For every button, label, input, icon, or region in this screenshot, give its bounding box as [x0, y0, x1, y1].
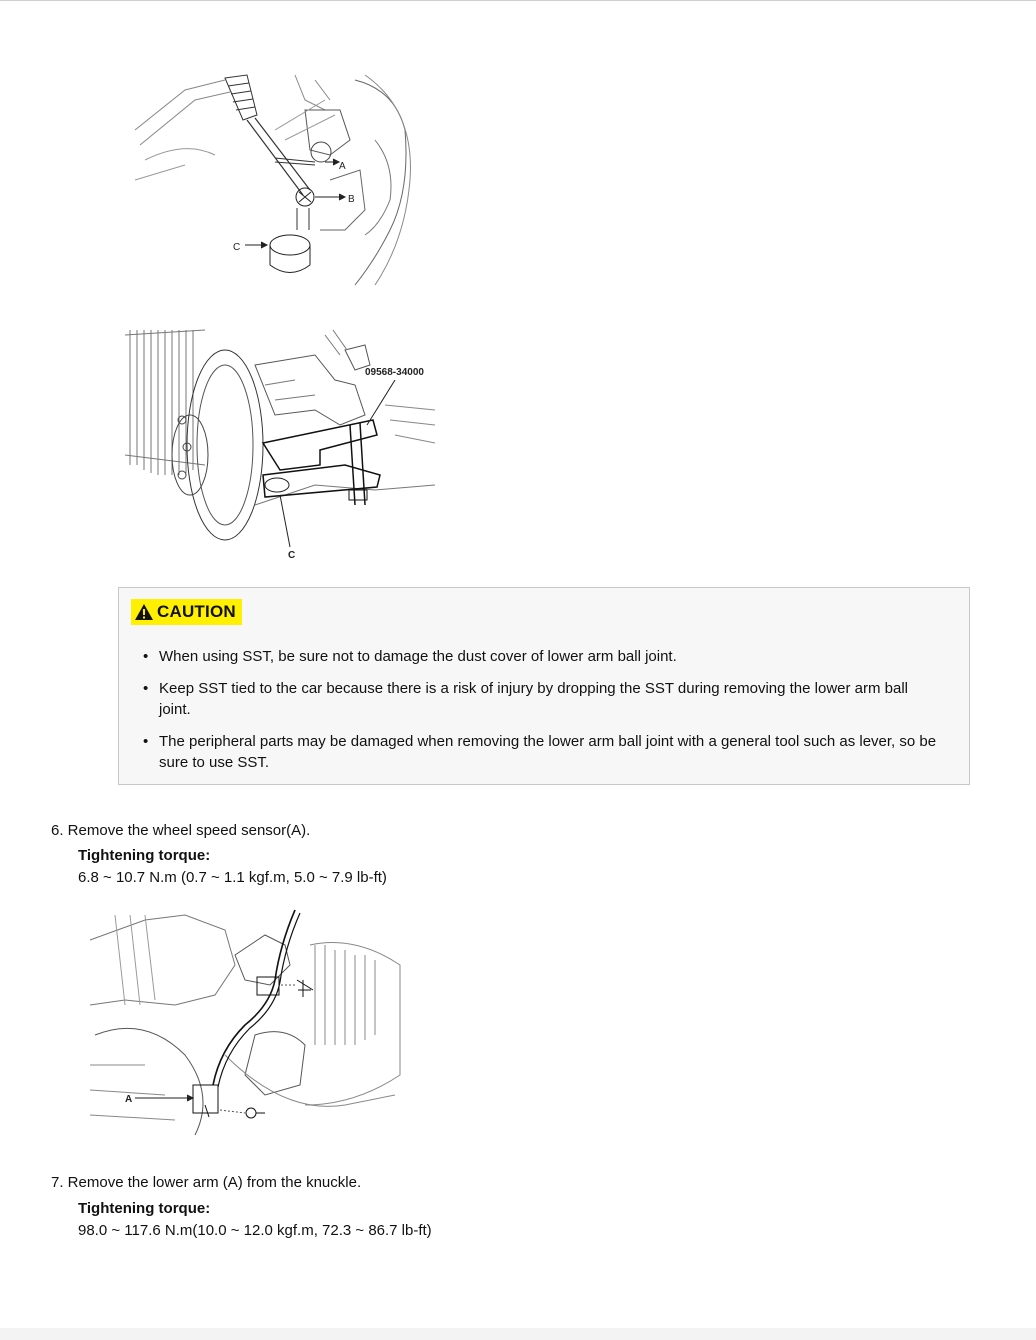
step-7-torque-label: Tightening torque:: [78, 1200, 211, 1217]
caution-item: • Keep SST tied to the car because there is a risk of injury by dropping the SST during removing the lower arm ball joint.: [141, 678, 941, 720]
step-7-torque-value: 98.0 ~ 117.6 N.m(10.0 ~ 12.0 kgf.m, 72.3 ~ 86.7 lb-ft): [78, 1222, 432, 1239]
fig2-label-c: C: [288, 550, 296, 561]
warning-icon: [134, 603, 154, 621]
figure-wheel-speed-sensor: [85, 905, 405, 1150]
fig3-label-a: A: [125, 1094, 133, 1105]
figure-sst-tool: [115, 325, 445, 565]
caution-item: • The peripheral parts may be damaged when removing the lower arm ball joint with a general tool such as lever, so be sure to use SST.: [141, 731, 941, 773]
top-rule: [0, 0, 1036, 1]
step-6-title: 6. Remove the wheel speed sensor(A).: [51, 822, 311, 839]
step-7-title: 7. Remove the lower arm (A) from the knuckle.: [51, 1174, 362, 1191]
caution-badge: [131, 599, 242, 625]
fig1-label-a: A: [339, 161, 346, 172]
caution-title: CAUTION: [157, 602, 236, 621]
step-6-torque-value: 6.8 ~ 10.7 N.m (0.7 ~ 1.1 kgf.m, 5.0 ~ 7.9 lb-ft): [78, 869, 387, 886]
step-6-torque-label: Tightening torque:: [78, 847, 211, 864]
fig2-label-tool: 09568-34000: [365, 367, 424, 378]
fig1-label-b: B: [348, 194, 355, 205]
page-bottom-band: [0, 1328, 1036, 1340]
caution-item: • When using SST, be sure not to damage the dust cover of lower arm ball joint.: [141, 646, 941, 667]
caution-box: [118, 587, 970, 785]
fig1-label-c: C: [233, 242, 241, 253]
figure-tie-rod-end: [125, 70, 425, 295]
dust-boot: [225, 75, 257, 120]
caution-list: [141, 646, 941, 784]
